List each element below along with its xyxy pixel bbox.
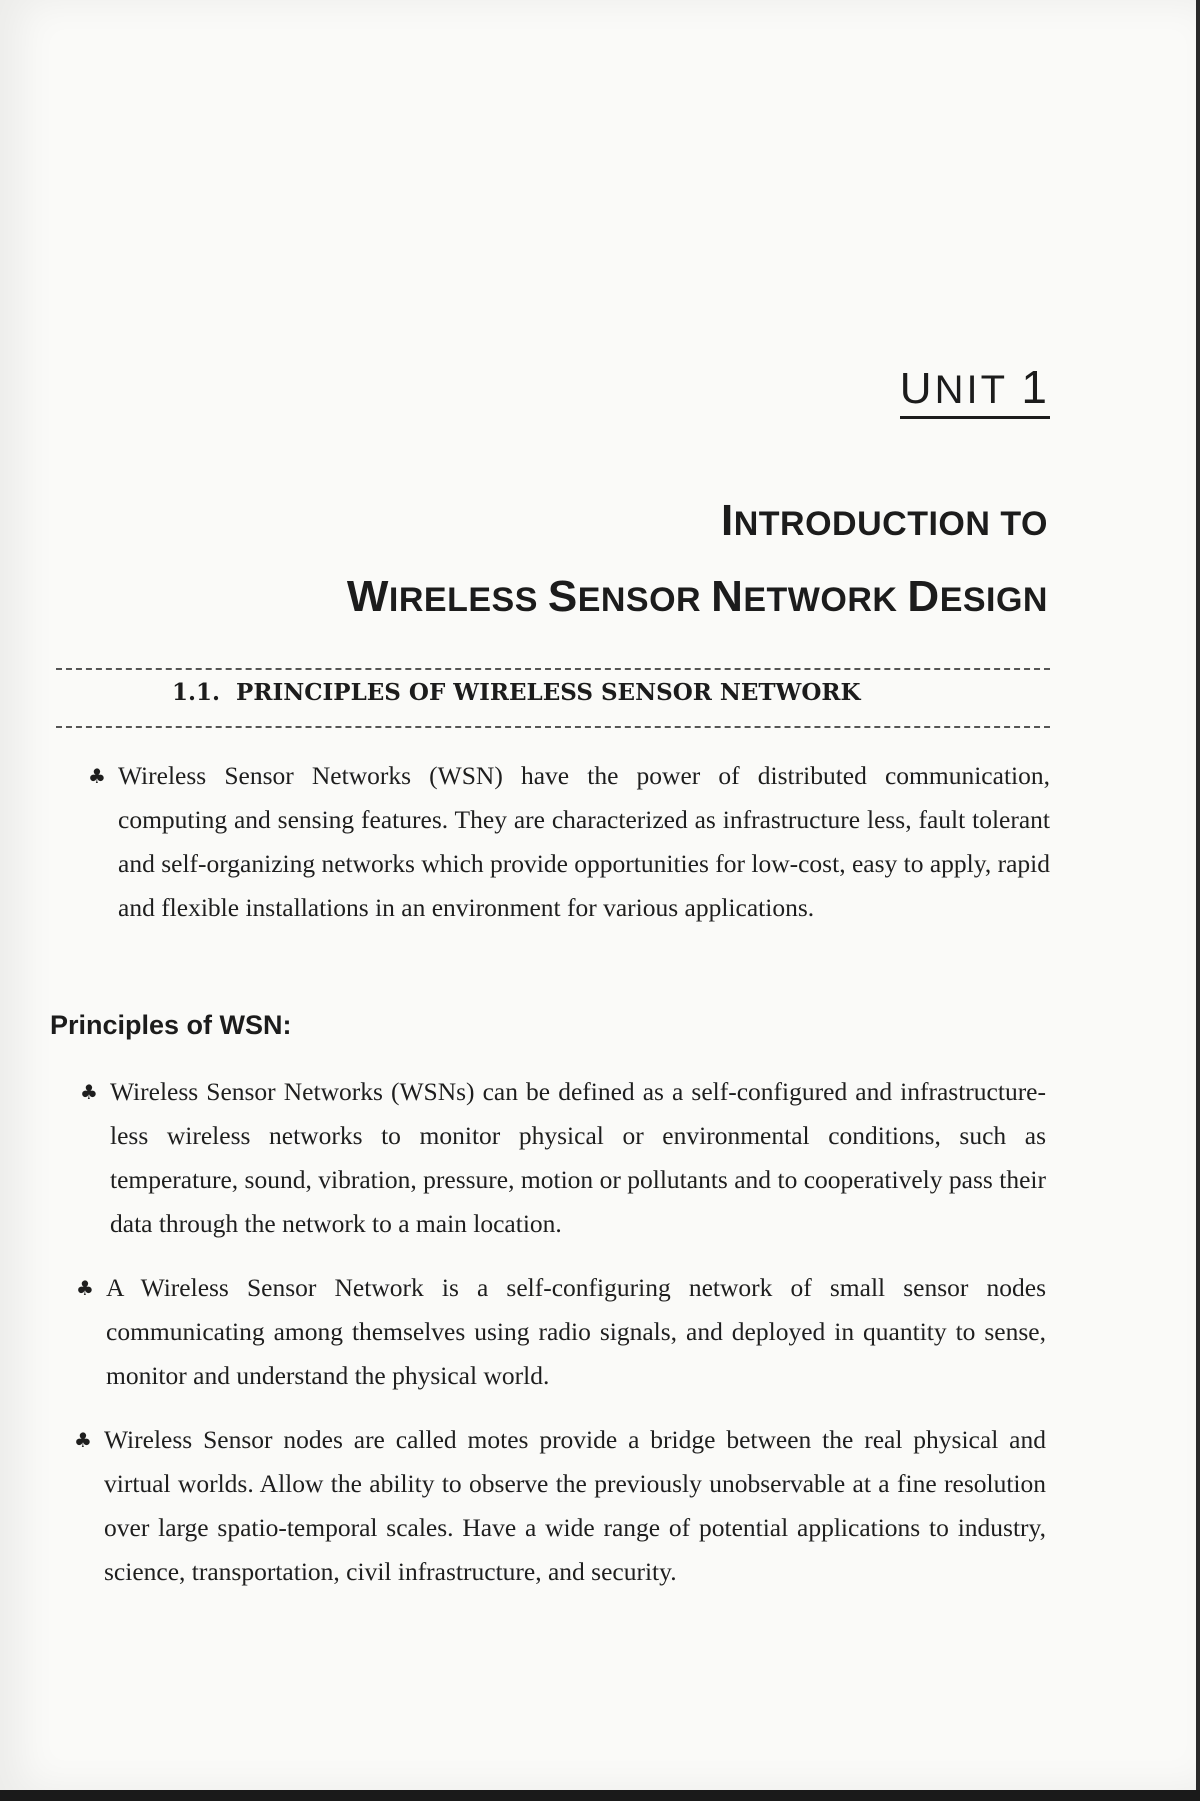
title-word-rest: IRELESS <box>388 581 538 619</box>
principles-bullet-text: Wireless Sensor Networks (WSNs) can be defined as a self-configured and infrastructure-less wireless networks to monitor physical or environmental conditions, such as temperature, sound, vibration, pressure, motion or pollutants and to cooperatively pass their data through the network to a main location. <box>110 1077 1046 1238</box>
title-word-initial: D <box>907 572 940 621</box>
principles-bullet-text: A Wireless Sensor Network is a self-configuring network of small sensor nodes communicating among themselves using radio signals, and deployed in quantity to sense, monitor and understand the physical world. <box>106 1273 1046 1390</box>
title-word-initial: W <box>346 572 389 621</box>
club-bullet-icon: ♣ <box>88 764 106 788</box>
title-word-initial: N <box>711 572 744 621</box>
intro-bullet <box>88 754 1050 930</box>
club-bullet-icon: ♣ <box>76 1276 94 1300</box>
principles-bullet-3 <box>74 1418 1046 1594</box>
title-word-rest: ETWORK <box>743 581 898 619</box>
page-right-edge <box>1196 0 1200 1801</box>
principles-bullet-2 <box>76 1266 1046 1398</box>
title-word-rest: ENSOR <box>577 581 702 619</box>
unit-label-initial: U <box>899 364 935 413</box>
club-bullet-icon: ♣ <box>80 1080 98 1104</box>
title-word: TO <box>1000 505 1048 543</box>
title-word-rest: NTRODUCTION <box>733 505 991 543</box>
section-title: PRINCIPLES OF WIRELESS SENSOR NETWORK <box>236 679 861 706</box>
principles-bullet-1 <box>80 1070 1046 1246</box>
intro-bullet-text: Wireless Sensor Networks (WSN) have the power of distributed communication, computing and sensing features. They are characterized as infrastructure less, fault tolerant and self-organizing networks which provide opportunities for low-cost, easy to apply, rapid and flexible installations in an environment for various applications. <box>118 761 1050 922</box>
unit-label <box>900 360 1050 419</box>
title-word-initial: S <box>547 572 578 621</box>
principles-bullet-text: Wireless Sensor nodes are called motes provide a bridge between the real physical and virtual worlds. Allow the ability to observe the previously unobservable at a fine resolution over large spatio-temporal scales. Have a wide range of potential applications to industry, science, transportation, civil infrastructure, and security. <box>104 1425 1046 1586</box>
unit-number: 1 <box>1021 361 1050 413</box>
title-word-rest: ESIGN <box>939 581 1048 619</box>
title-word-initial: I <box>721 496 734 545</box>
club-bullet-icon: ♣ <box>74 1428 92 1452</box>
page-bottom-edge <box>0 1790 1200 1801</box>
principles-heading: Principles of WSN: <box>50 1010 292 1040</box>
chapter-title-line-2 <box>347 572 1048 622</box>
section-heading <box>172 679 861 706</box>
section-number: 1.1. <box>172 679 221 706</box>
chapter-title-line-1 <box>721 496 1048 546</box>
unit-label-rest: NIT <box>934 368 1008 412</box>
